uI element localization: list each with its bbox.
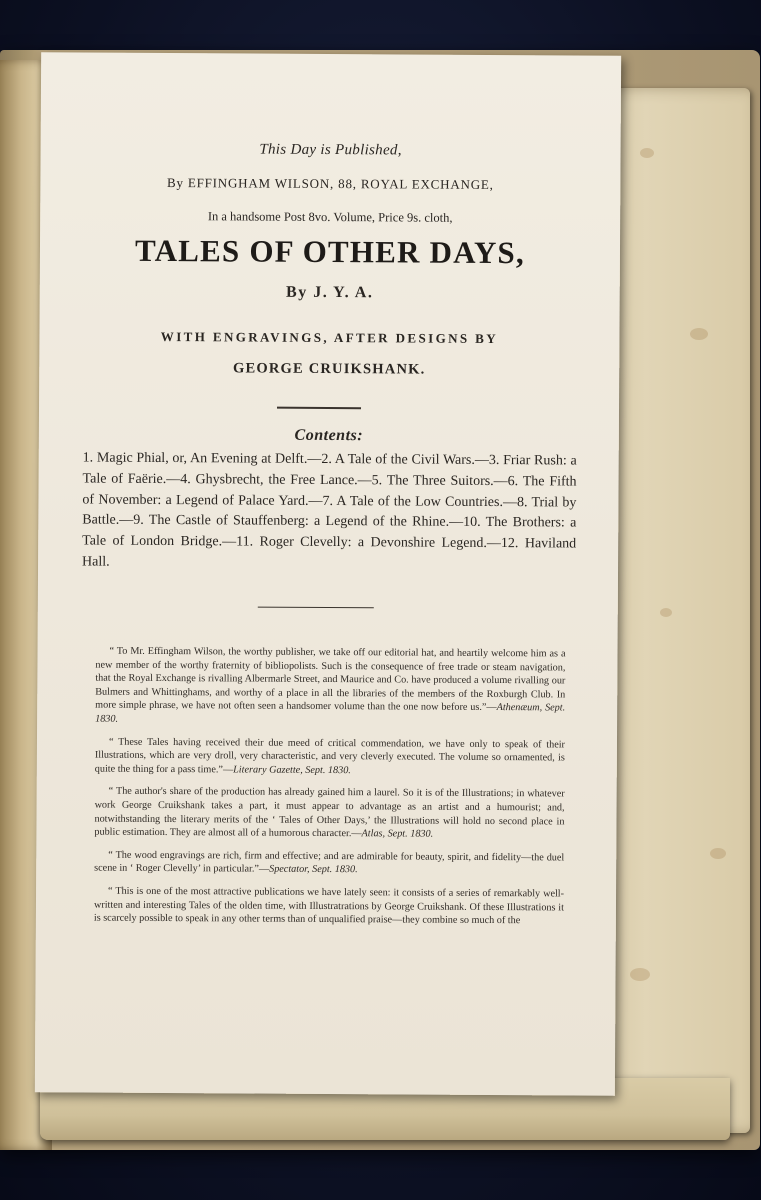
review-text: “ The wood engravings are rich, firm and effective; and are admirable for beauty, spirit, and fidelity—the duel scene in ‘ Roger Clevelly’ in particular.”—	[94, 849, 565, 875]
review-source: Atlas, Sept. 1830.	[361, 828, 434, 840]
review-source: Spectator, Sept. 1830.	[269, 863, 358, 876]
contents-heading: Contents:	[294, 426, 364, 445]
foxing-spot	[630, 968, 650, 981]
published-line: This Day is Published,	[259, 141, 402, 159]
foxing-spot	[640, 148, 654, 158]
divider-rule	[258, 607, 374, 609]
press-reviews	[94, 645, 566, 938]
edition-line: In a handsome Post 8vo. Volume, Price 9s. cloth,	[207, 209, 453, 225]
publisher-line: By EFFINGHAM WILSON, 88, ROYAL EXCHANGE,	[166, 175, 494, 193]
review-text: “ These Tales having received their due meed of critical commendation, we have only to speak of their Illustrations, which are very droll, very characteristic, and very cleverly executed. The volume so ornamented, is quite the thing for a pass time.”—	[94, 736, 565, 776]
foxing-spot	[710, 848, 726, 859]
review-source: Athenæum, Sept. 1830.	[95, 702, 566, 725]
divider-rule	[277, 407, 361, 410]
review-text: “ The author's share of the production has already gained him a laurel. So it is of the Illustrations; in whatever work George Cruikshank takes a part, it must appear to advantage as an artist and a humourist; and, notwithstanding the literary merits of the ‘ Tales of Other Days,’ the Illustrations will hold no second place in public estimation. They are almost all of a humorous character.—	[94, 786, 565, 840]
underlying-book-page	[600, 88, 750, 1133]
foxing-spot	[690, 328, 708, 340]
review-text: “ To Mr. Effingham Wilson, the worthy publisher, we take off our editorial hat, and heartily welcome him as a new member of the worthy fraternity of bibliopolists. Such is the consequence of free trade or steam navigation, that the Royal Exchange is rivalling Albermarle Street, and Maurice and Co. have produced a volume rivalling our Bulmers and Whittinghams, and worthy of a place in all the libraries of the members of the Roxburgh Club. In more simple phrase, we have not often seen a handsomer volume than the one now before us.”—	[95, 645, 566, 714]
review-quote	[95, 645, 565, 729]
engravings-line: WITH ENGRAVINGS, AFTER DESIGNS BY	[160, 328, 499, 347]
review-quote	[94, 848, 564, 878]
review-source: Literary Gazette, Sept. 1830.	[233, 764, 351, 776]
book-title: TALES OF OTHER DAYS,	[134, 232, 525, 271]
author-line: By J. Y. A.	[285, 283, 374, 302]
review-quote	[94, 785, 564, 842]
advertisement-sheet	[35, 52, 621, 1096]
review-quote	[94, 884, 564, 928]
review-quote	[95, 735, 565, 779]
contents-list: 1. Magic Phial, or, An Evening at Delft.—2. A Tale of the Civil Wars.—3. Friar Rush: a Tale of Faërie.—4. Ghysbrecht, the Free Lance.—5. The Three Suitors.—6. The Fifth of November: a Legend of Palace Yard.—7. A Tale of the Low Countries.—8. Trial by Battle.—9. The Castle of Stauffenberg: a Legend of the Rhine.—10. The Brothers: a Tale of London Bridge.—11. Roger Clevelly: a Devonshire Legend.—12. Haviland Hall.	[82, 450, 577, 570]
review-text: “ This is one of the most attractive publications we have lately seen: it consists of a series of remarkably well-written and interesting Tales of the olden time, with Illustratrations by George Cruikshank. Of these Illustrations it is scarcely possible to speak in any other terms than of unqualified praise—they combine so much of the	[93, 885, 565, 927]
artist-name: GEORGE CRUIKSHANK.	[233, 360, 426, 378]
foxing-spot	[660, 608, 672, 617]
